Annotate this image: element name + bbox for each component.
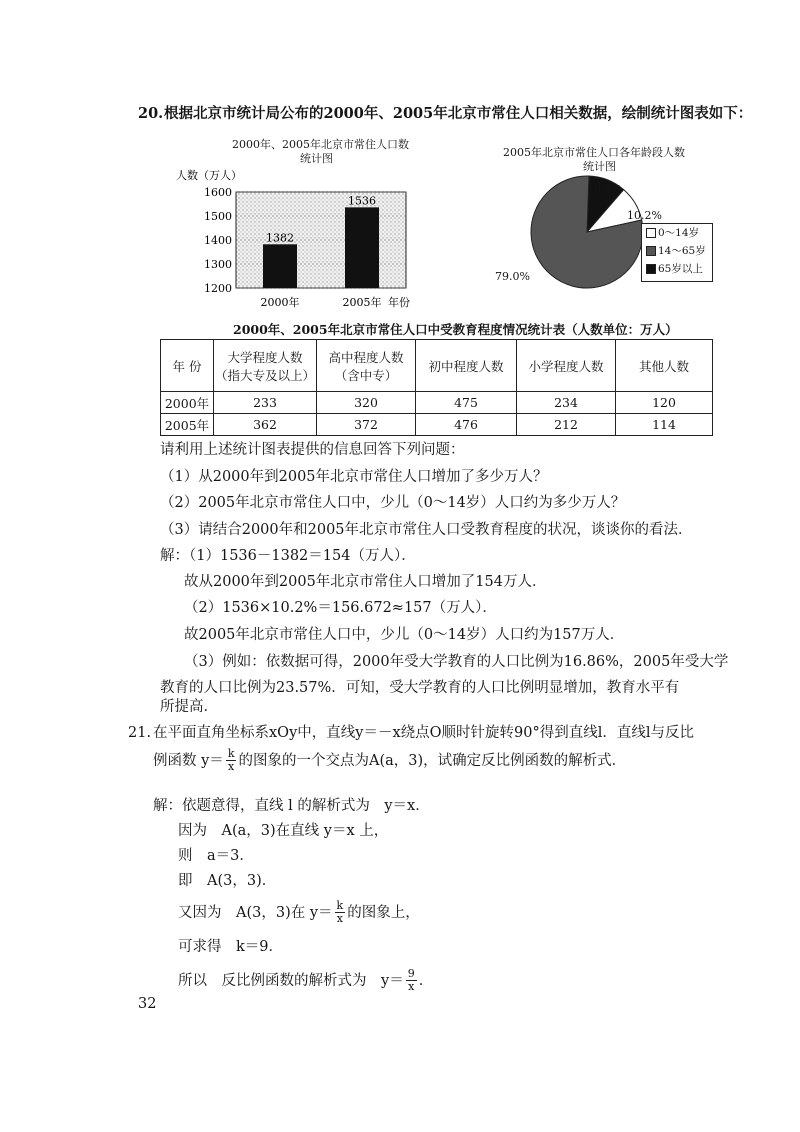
q21-line1: 在平面直角坐标系xOy中，直线y＝－x绕点O顺时针旋转90°得到直线l．直线l与反比 [153,725,694,741]
legend-swatch-black [646,264,656,274]
solution20-line7: 所提高． [160,699,218,715]
fraction-numerator: 9 [407,967,415,980]
cell-middle: 476 [416,414,517,436]
legend-item-65plus [646,263,703,276]
th-highschool [317,340,416,392]
question-1: （1）从2000年到2005年北京市常住人口增加了多少万人？ [160,469,548,485]
fraction-denominator: x [336,912,343,925]
pie-chart-title-line2: 统计图 [583,160,616,173]
fraction-denominator: x [408,980,415,993]
question-3: （3）请结合2000年和2005年北京市常住人口受教育程度的状况，谈谈你的看法． [160,522,693,538]
q20-text: 根据北京市统计局公布的2000年、2005年北京市常住人口相关数据，绘制统计图表如下： [164,105,753,122]
cell-other: 120 [616,392,713,414]
fraction-denominator: x [228,760,235,773]
bar-value-label: 1536 [348,194,376,208]
solution20-line6: 教育的人口比例为23.57%．可知，受大学教育的人口比例明显增加，教育水平有 [160,680,680,696]
legend-swatch-gray [646,246,656,256]
solution21-line6: 可求得 k＝9． [178,939,284,955]
q21-line2-pre: 例函数 y＝ [153,752,224,769]
pie-label-0-14: 10.2% [627,209,662,222]
legend-item-0-14 [646,227,699,240]
table-row [161,392,713,414]
legend-swatch-white [646,228,656,238]
solution21-line5-post: 的图象上， [347,904,420,921]
solution21-line7 [178,968,433,993]
solution21-line7-pre: 所以 反比例函数的解析式为 y＝ [178,972,404,989]
pie-chart-title-line1: 2005年北京市常住人口各年龄段人数 [503,146,685,159]
legend-label: 14～65岁 [658,245,706,257]
bar-y-tick-label: 1500 [204,210,232,223]
pie-label-65plus: 10.8% [587,183,622,196]
bar-chart [170,165,440,315]
solution20-line5: （3）例如：依数据可得，2000年受大学教育的人口比例为16.86%，2005年受大学 [184,654,729,670]
bar-y-tick-label: 1400 [204,234,232,247]
legend-label: 65岁以上 [658,263,703,275]
solution21-line4: 即 A(3，3)． [178,873,277,889]
bar-chart-title-line2: 统计图 [300,152,333,165]
bar-value-label: 1382 [266,231,294,245]
th-college-line1: 大学程度人数 [227,349,303,365]
th-primary: 小学程度人数 [517,340,616,392]
legend-item-14-65 [646,245,706,258]
fraction-k-over-x [226,748,237,773]
solution20-line4: 故2005年北京市常住人口中，少儿（0～14岁）人口约为157万人． [184,627,625,643]
bar-y-tick-label: 1200 [204,282,232,295]
bar-2000年 [263,244,297,288]
fraction-k-over-x [335,900,346,925]
table-header-row [161,340,713,392]
cell-highschool: 372 [317,414,416,436]
bar-x-tick-label: 2005年 [342,296,382,309]
bar-x-tick-label: 2000年 [260,296,300,309]
cell-year: 2000年 [161,392,214,414]
cell-middle: 475 [416,392,517,414]
th-year: 年 份 [161,340,214,392]
th-highschool-line1: 高中程度人数 [328,349,404,365]
question-2: （2）2005年北京市常住人口中，少儿（0～14岁）人口约为多少万人？ [160,495,626,511]
q21-number: 21. [128,725,152,741]
pie-label-14-65: 79.0% [495,270,530,283]
solution20-line3: （2）1536×10.2%＝156.672≈157（万人）． [184,600,497,616]
th-highschool-line2: （含中专） [334,367,398,383]
table-title: 2000年、2005年北京市常住人口中受教育程度情况统计表（人数单位：万人） [233,322,678,337]
cell-other: 114 [616,414,713,436]
solution20-line2: 故从2000年到2005年北京市常住人口增加了154万人． [184,574,547,590]
fraction-numerator: k [227,747,235,760]
cell-highschool: 320 [317,392,416,414]
fraction-numerator: k [336,899,344,912]
bar-chart-title-line1: 2000年、2005年北京市常住人口数 [232,138,409,151]
q20-number: 20. [138,105,164,122]
th-middle: 初中程度人数 [416,340,517,392]
solution21-line5-pre: 又因为 A(3，3)在 y＝ [178,904,333,921]
legend-label: 0～14岁 [658,227,700,239]
solution21-line7-post: ． [418,972,434,989]
fraction-9-over-x [406,968,417,993]
th-college-line2: （指大专及以上） [214,367,315,383]
q21-line2 [153,748,626,773]
cell-college: 362 [214,414,317,436]
solution20-line1: 解：（1）1536－1382＝154（万人）． [160,548,416,564]
solution21-line1: 解：依题意得，直线 l 的解析式为 y＝x． [153,798,430,814]
cell-primary: 234 [517,392,616,414]
cell-college: 233 [214,392,317,414]
bar-y-tick-label: 1300 [204,258,232,271]
th-other: 其他人数 [616,340,713,392]
education-table [160,339,713,436]
bar-2005年 [345,207,379,288]
solution21-line2: 因为 A(a，3)在直线 y＝x 上， [178,823,389,839]
q21-line2-post: 的图象的一个交点为A(a，3)，试确定反比例函数的解析式． [238,752,627,769]
bar-y-tick-label: 1600 [204,186,232,199]
solution21-line5 [178,900,420,925]
cell-primary: 212 [517,414,616,436]
solution21-line3: 则 a＝3． [178,848,254,864]
pie-legend [641,223,713,282]
cell-year: 2005年 [161,414,214,436]
page-number: 32 [138,996,157,1012]
prompt-text: 请利用上述统计图表提供的信息回答下列问题： [160,442,465,458]
bar-chart-ylabel: 人数（万人） [176,169,242,182]
bar-x-axis-label: 年份 [388,296,410,309]
table-row [161,414,713,436]
th-college [214,340,317,392]
